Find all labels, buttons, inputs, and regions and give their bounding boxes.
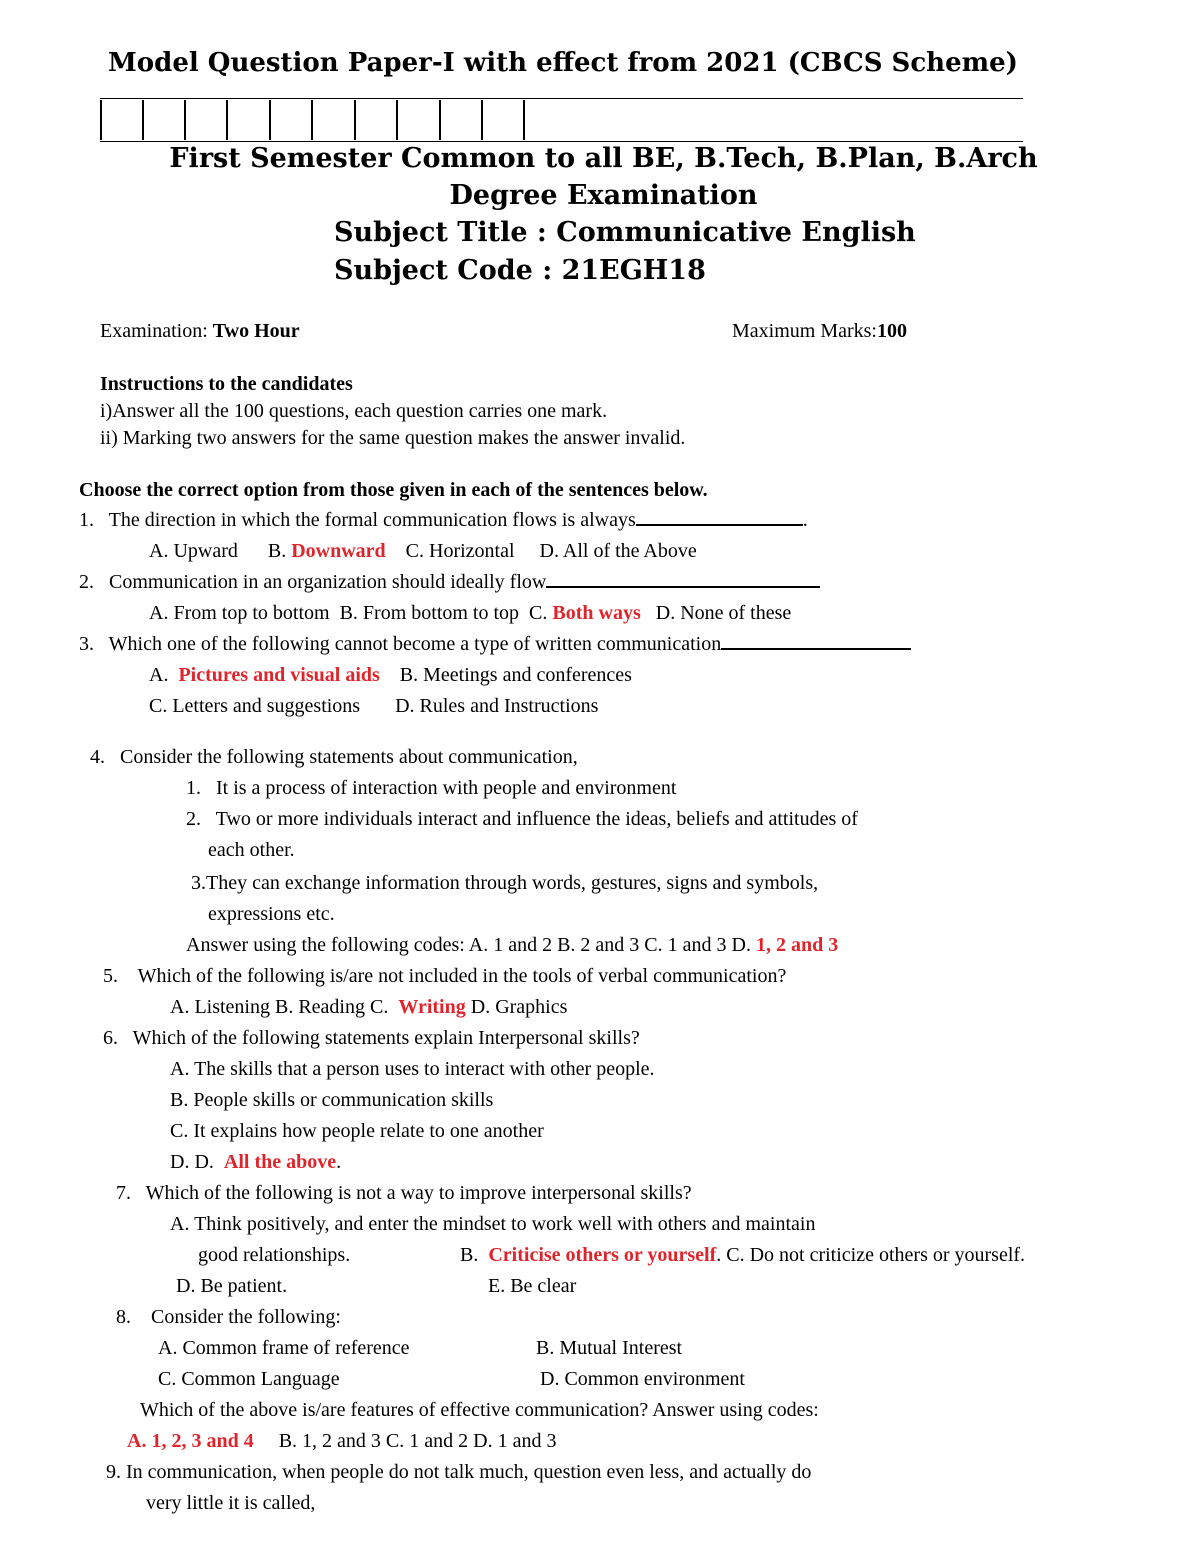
- question-7-option-a: A. Think positively, and enter the mindset to work well with others and maintain: [170, 1213, 816, 1235]
- question-4-codes: Answer using the following codes: A. 1 and 2 B. 2 and 3 C. 1 and 3 D. 1, 2 and 3: [186, 934, 839, 956]
- question-8-item-c: C. Common Language: [158, 1368, 340, 1390]
- exam-heading: First Semester Common to all BE, B.Tech, B.Plan, B.Arch: [169, 143, 1038, 174]
- question-5: 5. Which of the following is/are not included in the tools of verbal communication?: [103, 965, 787, 987]
- exam-subheading: Degree Examination: [449, 180, 758, 211]
- section-heading: Choose the correct option from those given in each of the sentences below.: [79, 479, 708, 501]
- instruction-2: ii) Marking two answers for the same question makes the answer invalid.: [100, 427, 686, 449]
- question-4: 4. Consider the following statements about communication,: [90, 746, 578, 768]
- subject-code: Subject Code : 21EGH18: [334, 255, 706, 286]
- question-3-options-row2: C. Letters and suggestions D. Rules and Instructions: [149, 695, 599, 717]
- question-8-item-d: D. Common environment: [540, 1368, 745, 1390]
- maximum-marks: Maximum Marks:100: [732, 320, 907, 342]
- question-8-item-a: A. Common frame of reference: [158, 1337, 410, 1359]
- question-7: 7. Which of the following is not a way to improve interpersonal skills?: [116, 1182, 692, 1204]
- question-6-option-a: A. The skills that a person uses to interact with other people.: [170, 1058, 655, 1080]
- question-1-options: A. Upward B. Downward C. Horizontal D. All of the Above: [149, 540, 697, 562]
- question-4-statement-3: 3.They can exchange information through words, gestures, signs and symbols,: [191, 872, 819, 894]
- page-title: Model Question Paper-I with effect from 2021 (CBCS Scheme): [108, 48, 1018, 78]
- question-1: 1. The direction in which the formal communication flows is always .: [79, 509, 808, 531]
- question-4-statement-1: 1. It is a process of interaction with people and environment: [186, 777, 677, 799]
- subject-title: Subject Title : Communicative English: [334, 217, 916, 248]
- instruction-1: i)Answer all the 100 questions, each question carries one mark.: [100, 400, 608, 422]
- question-4-statement-3-cont: expressions etc.: [208, 903, 335, 925]
- question-8-ask: Which of the above is/are features of effective communication? Answer using codes:: [140, 1399, 819, 1421]
- question-9: 9. In communication, when people do not talk much, question even less, and actually do: [106, 1461, 812, 1483]
- exam-duration: Examination: Two Hour: [100, 320, 300, 342]
- question-6-option-c: C. It explains how people relate to one another: [170, 1120, 544, 1142]
- question-8: 8. Consider the following:: [116, 1306, 341, 1328]
- question-8-item-b: B. Mutual Interest: [536, 1337, 683, 1359]
- question-6: 6. Which of the following statements explain Interpersonal skills?: [103, 1027, 640, 1049]
- question-6-option-b: B. People skills or communication skills: [170, 1089, 494, 1111]
- question-7-option-d: D. Be patient.: [176, 1275, 288, 1297]
- question-9-cont: very little it is called,: [146, 1492, 316, 1514]
- question-2: 2. Communication in an organization should ideally flow: [79, 571, 820, 594]
- question-7-option-e: E. Be clear: [488, 1275, 577, 1297]
- question-5-options: A. Listening B. Reading C. Writing D. Graphics: [170, 996, 568, 1018]
- question-4-statement-2: 2. Two or more individuals interact and influence the ideas, beliefs and attitudes of: [186, 808, 858, 830]
- question-8-codes: A. 1, 2, 3 and 4 B. 1, 2 and 3 C. 1 and 2 D. 1 and 3: [127, 1430, 557, 1452]
- question-7-option-b-c: B. Criticise others or yourself. C. Do not criticize others or yourself.: [460, 1244, 1026, 1266]
- question-2-options: A. From top to bottom B. From bottom to top C. Both ways D. None of these: [149, 602, 792, 624]
- question-6-option-d: D. D. All the above.: [170, 1151, 342, 1173]
- question-3-options-row1: A. Pictures and visual aids B. Meetings and conferences: [149, 664, 632, 686]
- question-4-statement-2-cont: each other.: [208, 839, 295, 861]
- instructions-heading: Instructions to the candidates: [100, 373, 353, 395]
- question-3: 3. Which one of the following cannot become a type of written communication: [79, 633, 911, 656]
- question-7-option-a-cont: good relationships.: [198, 1244, 351, 1266]
